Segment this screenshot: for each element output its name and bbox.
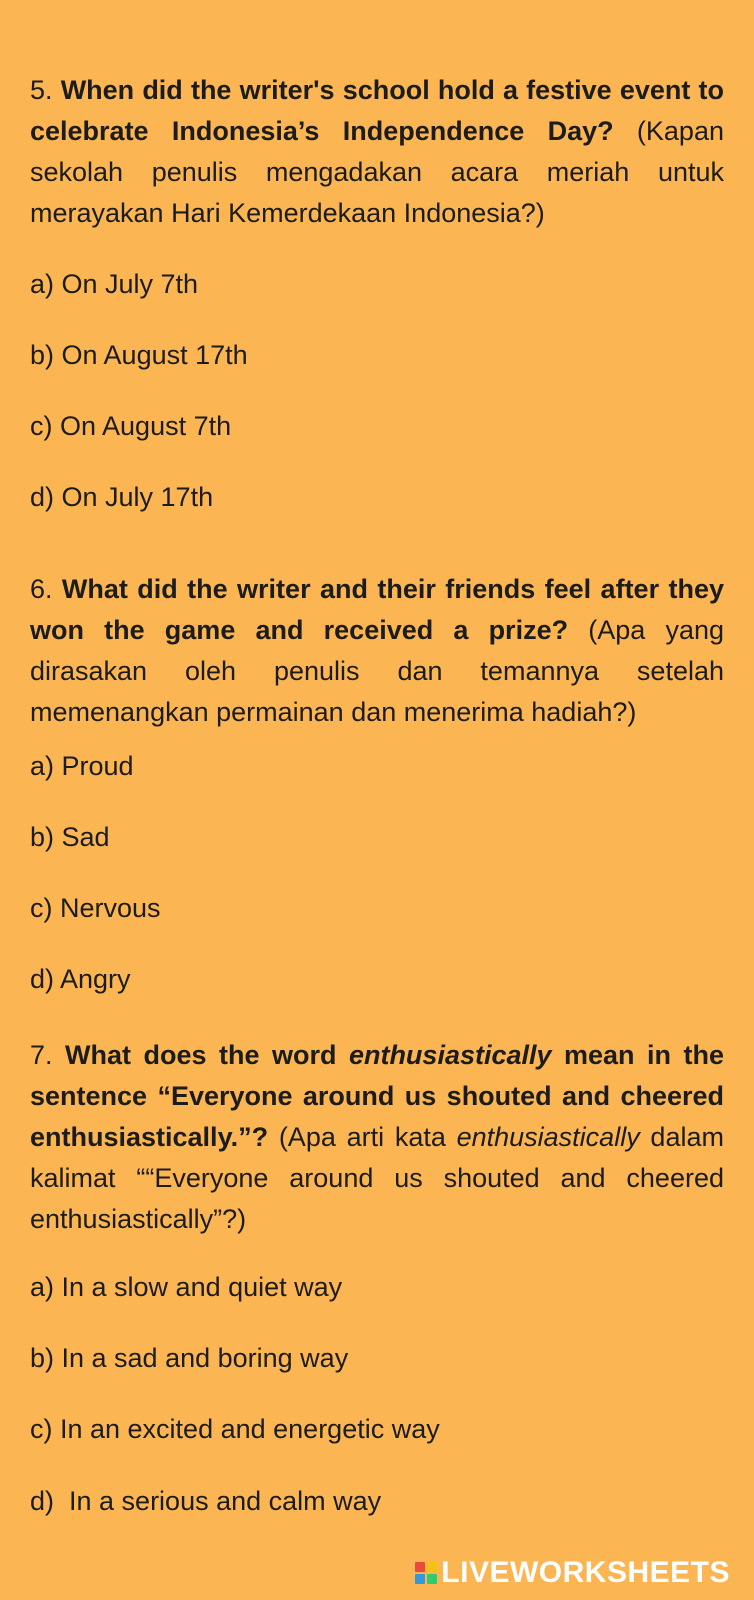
question-5 (30, 70, 724, 234)
option-6d[interactable]: d) Angry (30, 964, 131, 994)
brand-grid-icon (415, 1562, 437, 1584)
option-6b[interactable]: b) Sad (30, 822, 110, 852)
option-5a[interactable]: a) On July 7th (30, 269, 199, 299)
question-number: 5. (30, 75, 53, 105)
question-number: 6. (30, 574, 53, 604)
question-text: When did the writer's school hold a festive event to celebrate Indonesia’s Independence Day? (30, 75, 724, 146)
option-5d[interactable]: d) On July 17th (30, 482, 214, 512)
question-translation-part-1: (Apa arti kata (278, 1122, 446, 1152)
question-number: 7. (30, 1040, 53, 1070)
question-6 (30, 569, 724, 733)
question-keyword: enthusiastically (348, 1040, 552, 1070)
brand-text: LIVEWORKSHEETS (441, 1556, 730, 1589)
option-7b[interactable]: b) In a sad and boring way (30, 1343, 349, 1373)
option-7c[interactable]: c) In an excited and energetic way (30, 1414, 440, 1444)
option-6a[interactable]: a) Proud (30, 751, 134, 781)
question-translation-part-2: dalam kalimat ““Everyone around us shouted and cheered enthusiastically”?) (30, 1122, 724, 1234)
question-text-part-2: mean in the sentence “Everyone around us shouted and cheered enthusiastically.”? (30, 1040, 724, 1152)
question-text: What did the writer and their friends feel after they won the game and received a prize? (30, 574, 724, 645)
option-6c[interactable]: c) Nervous (30, 893, 161, 923)
question-7 (30, 1035, 724, 1240)
question-text-part-1: What does the word (65, 1040, 337, 1070)
option-7a[interactable]: a) In a slow and quiet way (30, 1272, 343, 1302)
question-translation: (Kapan sekolah penulis mengadakan acara meriah untuk merayakan Hari Kemerdekaan Indonesia?) (30, 116, 724, 228)
translation-keyword: enthusiastically (456, 1122, 640, 1152)
option-5c[interactable]: c) On August 7th (30, 411, 232, 441)
option-5b[interactable]: b) On August 17th (30, 340, 248, 370)
option-7d[interactable]: d) In a serious and calm way (30, 1486, 382, 1516)
liveworksheets-logo (415, 1556, 730, 1590)
question-translation: (Apa yang dirasakan oleh penulis dan temannya setelah memenangkan permainan dan menerima hadiah?) (30, 615, 724, 727)
